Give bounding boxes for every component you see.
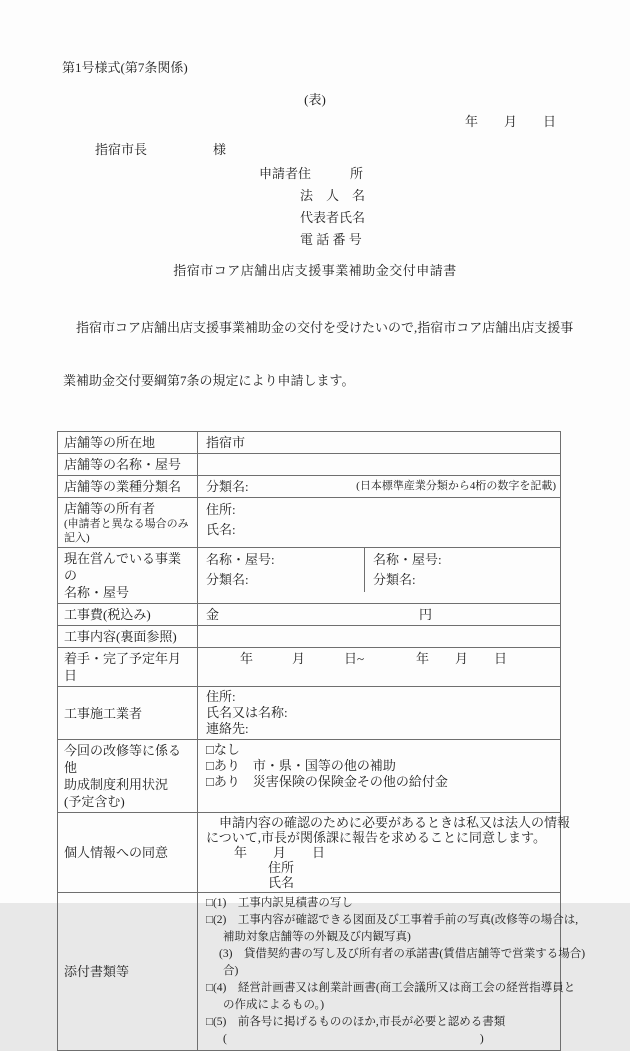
shop-location-value[interactable]: 指宿市 xyxy=(198,432,561,454)
attachment-item-5 xyxy=(206,1014,556,1031)
applicant-prefix: 申請者 xyxy=(259,166,299,181)
shop-name-label: 店舗等の名称・屋号 xyxy=(58,454,198,476)
consent-value-cell xyxy=(198,813,571,893)
contractor-name-field[interactable]: 氏名又は名称: xyxy=(206,705,288,720)
cost-label: 工事費(税込み) xyxy=(58,604,198,626)
current-business-value-cell xyxy=(198,548,561,604)
side-label: (表) xyxy=(304,92,326,107)
attachment-item-2 xyxy=(206,912,579,929)
option-none xyxy=(206,742,556,758)
consent-name-field[interactable]: 氏名 xyxy=(268,875,295,890)
other-subsidy-label-3: (予定含む) xyxy=(64,794,125,809)
row-shop-name xyxy=(58,454,561,476)
cost-value-cell[interactable] xyxy=(198,604,561,626)
shop-location-label: 店舗等の所在地 xyxy=(58,432,198,454)
other-subsidy-label-1: 今回の改修等に係る他 xyxy=(64,743,182,775)
current-business-left[interactable] xyxy=(198,548,364,592)
checkbox-attachment-5-icon[interactable]: □ xyxy=(206,1016,213,1028)
applicant-field-address: 住 所 xyxy=(298,166,364,181)
option-none-label: なし xyxy=(213,742,240,757)
contractor-value-cell[interactable] xyxy=(198,687,561,740)
current-business-left-name[interactable]: 名称・屋号: xyxy=(206,552,275,567)
row-attachments xyxy=(58,893,561,1051)
consent-date-line[interactable]: 年 月 日 xyxy=(234,845,326,860)
current-business-right[interactable] xyxy=(364,548,560,592)
current-business-left-class[interactable]: 分類名: xyxy=(206,572,249,587)
addressee-line xyxy=(95,139,630,158)
classification-value[interactable] xyxy=(198,476,561,498)
option-public-subsidy-label: あり 市・県・国等の他の補助 xyxy=(213,758,396,773)
attachment-3-text: (3) 貸借契約書の写し及び所有者の承諾書(賃借店舗等で営業する場合) xyxy=(219,948,586,960)
current-business-label-2: 名称・屋号 xyxy=(64,585,130,600)
attachments-list-cell xyxy=(198,893,586,1051)
current-business-right-class[interactable]: 分類名: xyxy=(373,572,416,587)
attachment-item-2-cont: 補助対象店舗等の外観及び内観写真) xyxy=(223,931,411,943)
contractor-contact-field[interactable]: 連絡先: xyxy=(206,721,249,736)
applicant-address-line[interactable] xyxy=(259,163,630,185)
classification-field[interactable]: 分類名: xyxy=(206,479,249,494)
row-current-business xyxy=(58,548,561,604)
row-work-details xyxy=(58,626,561,648)
consent-body-line-2: について,市長が関係課に報告を求めることに同意します。 xyxy=(206,830,546,845)
owner-label-note-2: 記入) xyxy=(64,532,90,544)
attachment-2-text: (2) 工事内容が確認できる図面及び工事着手前の写真(改修等の場合は, xyxy=(212,914,579,926)
attachment-item-3-cont: 合) xyxy=(223,965,239,977)
cost-unit: 円 xyxy=(419,607,433,622)
attachment-item-5-blank[interactable]: ( ) xyxy=(223,1033,484,1045)
row-shop-location xyxy=(58,432,561,454)
classification-label: 店舗等の業種分類名 xyxy=(58,476,198,498)
row-classification xyxy=(58,476,561,498)
other-subsidy-options-cell xyxy=(198,740,561,813)
schedule-value-cell[interactable] xyxy=(198,648,561,687)
intro-line-2: 業補助金交付要綱第7条の規定により申請します。 xyxy=(63,372,355,388)
other-subsidy-label-2: 助成制度利用状況 xyxy=(64,777,169,792)
checkbox-attachment-4-icon[interactable]: □ xyxy=(206,982,213,994)
current-business-label-1: 現在営んでいる事業の xyxy=(64,551,182,583)
option-public-subsidy xyxy=(206,758,556,774)
option-insurance xyxy=(206,774,556,790)
owner-name-field[interactable]: 氏名: xyxy=(206,522,236,537)
row-schedule xyxy=(58,648,561,687)
contractor-label: 工事施工業者 xyxy=(58,687,198,740)
cost-prefix: 金 xyxy=(206,607,220,622)
intro-line-1: 指宿市コア店舗出店支援事業補助金の交付を受けたいので,指宿市コア店舗出店支援事 xyxy=(63,320,574,335)
checkbox-attachment-1-icon[interactable]: □ xyxy=(206,897,213,909)
attachment-item-3 xyxy=(206,946,586,963)
applicant-phone-line[interactable]: 電 話 番 号 xyxy=(300,232,362,247)
checkbox-none-icon[interactable]: □ xyxy=(206,742,214,757)
addressee-name: 指宿市長 xyxy=(95,142,148,157)
work-details-label: 工事内容(裏面参照) xyxy=(58,626,198,648)
owner-label-note-1: (申請者と異なる場合のみ xyxy=(64,518,189,530)
applicant-company-line[interactable]: 法 人 名 xyxy=(300,188,366,203)
row-other-subsidy xyxy=(58,740,561,813)
attachment-4-text: (4) 経営計画書又は創業計画書(商工会議所又は商工会の経営指導員と xyxy=(212,982,576,994)
attachment-item-4-cont: の作成によるもの。) xyxy=(223,999,325,1011)
applicant-representative-line[interactable]: 代表者氏名 xyxy=(300,210,366,225)
consent-address-field[interactable]: 住所 xyxy=(268,860,295,875)
addressee-honorific: 様 xyxy=(213,142,227,157)
contractor-address-field[interactable]: 住所: xyxy=(206,689,236,704)
row-cost xyxy=(58,604,561,626)
current-business-right-name[interactable]: 名称・屋号: xyxy=(373,552,442,567)
checkbox-attachment-2-icon[interactable]: □ xyxy=(206,914,213,926)
schedule-value[interactable]: 年 月 日~ 年 月 日 xyxy=(240,651,508,666)
attachment-5-text: (5) 前各号に掲げるもののほか,市長が必要と認める書類 xyxy=(212,1016,506,1028)
consent-label: 個人情報への同意 xyxy=(58,813,198,893)
attachment-item-1 xyxy=(206,895,556,912)
attachment-item-4 xyxy=(206,980,576,997)
attachments-label: 添付書類等 xyxy=(58,893,198,1051)
attachment-1-text: (1) 工事内訳見積書の写し xyxy=(212,897,353,909)
owner-label-cell xyxy=(58,498,198,548)
date-line[interactable]: 年 月 日 xyxy=(464,114,556,129)
row-owner xyxy=(58,498,561,548)
applicant-block xyxy=(259,163,630,251)
row-contractor xyxy=(58,687,561,740)
schedule-label: 着手・完了予定年月日 xyxy=(58,648,198,687)
current-business-label-cell xyxy=(58,548,198,604)
form-number: 第1号様式(第7条関係) xyxy=(62,60,188,75)
consent-body-line-1: 申請内容の確認のために必要があるときは私又は法人の情報 xyxy=(206,815,571,830)
shop-name-value[interactable] xyxy=(198,454,561,476)
option-insurance-label: あり 災害保険の保険金その他の給付金 xyxy=(213,774,448,789)
intro-paragraph xyxy=(63,284,574,424)
work-details-value[interactable] xyxy=(198,626,561,648)
owner-label: 店舗等の所有者 xyxy=(64,501,156,516)
document-title: 指宿市コア店舗出店支援事業補助金交付申請書 xyxy=(173,263,457,278)
classification-note: (日本標準産業分類から4桁の数字を記載) xyxy=(356,480,556,492)
owner-address-field[interactable]: 住所: xyxy=(206,502,236,517)
application-table xyxy=(57,431,586,1051)
row-consent xyxy=(58,813,561,893)
other-subsidy-label-cell xyxy=(58,740,198,813)
checkbox-insurance-icon[interactable]: □ xyxy=(206,774,214,789)
owner-value-cell[interactable] xyxy=(198,498,561,548)
checkbox-public-subsidy-icon[interactable]: □ xyxy=(206,758,214,773)
